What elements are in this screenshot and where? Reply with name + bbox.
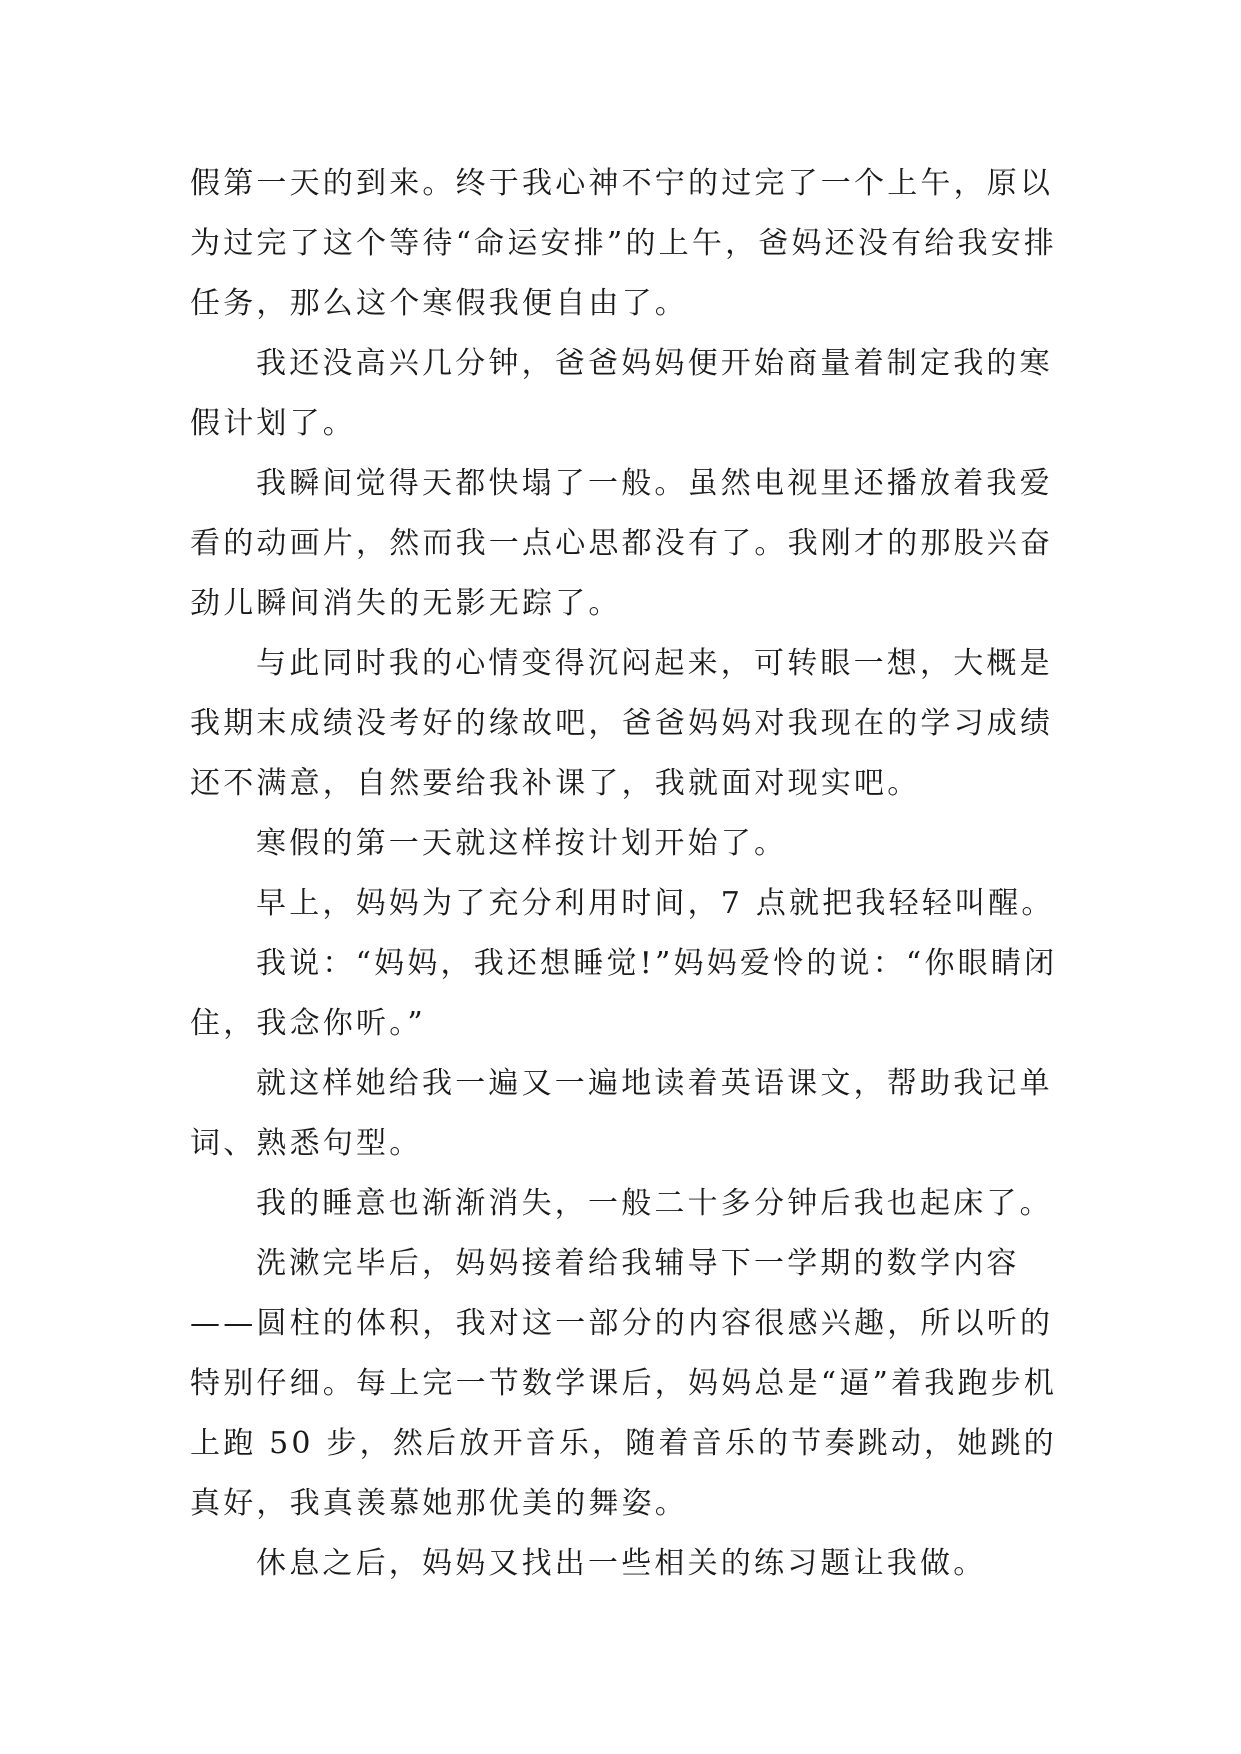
- paragraph: 我还没高兴几分钟，爸爸妈妈便开始商量着制定我的寒假计划了。: [190, 346, 1053, 441]
- paragraph: 寒假的第一天就这样按计划开始了。: [256, 826, 788, 861]
- paragraph: 我瞬间觉得天都快塌了一般。虽然电视里还播放着我爱看的动画片，然而我一点心思都没有了。我刚才的那股兴奋劲儿瞬间消失的无影无踪了。: [190, 466, 1054, 621]
- paragraph: 与此同时我的心情变得沉闷起来，可转眼一想，大概是我期末成绩没考好的缘故吧，爸爸妈妈对我现在的学习成绩还不满意，自然要给我补课了，我就面对现实吧。: [190, 646, 1054, 801]
- paragraph: 假第一天的到来。终于我心神不宁的过完了一个上午，原以为过完了这个等待“命运安排”的上午，爸妈还没有给我安排任务，那么这个寒假我便自由了。: [190, 166, 1058, 321]
- paragraph: 我说：“妈妈，我还想睡觉!”妈妈爱怜的说：“你眼睛闭住，我念你听。”: [190, 946, 1058, 1041]
- paragraph: 就这样她给我一遍又一遍地读着英语课文，帮助我记单词、熟悉句型。: [190, 1066, 1053, 1161]
- paragraph: 洗漱完毕后，妈妈接着给我辅导下一学期的数学内容——圆柱的体积，我对这一部分的内容很感兴趣，所以听的特别仔细。每上完一节数学课后，妈妈总是“逼”着我跑步机上跑 50 步，然后放开音乐，随着音乐的节奏跳动，她跳的真好，我真羡慕她那优美的舞姿。: [190, 1246, 1058, 1521]
- paragraph: 休息之后，妈妈又找出一些相关的练习题让我做。: [256, 1546, 987, 1581]
- document-body: [190, 154, 1070, 1594]
- paragraph: 我的睡意也渐渐消失，一般二十多分钟后我也起床了。: [256, 1186, 1053, 1221]
- paragraph: 早上，妈妈为了充分利用时间，7 点就把我轻轻叫醒。: [256, 886, 1055, 921]
